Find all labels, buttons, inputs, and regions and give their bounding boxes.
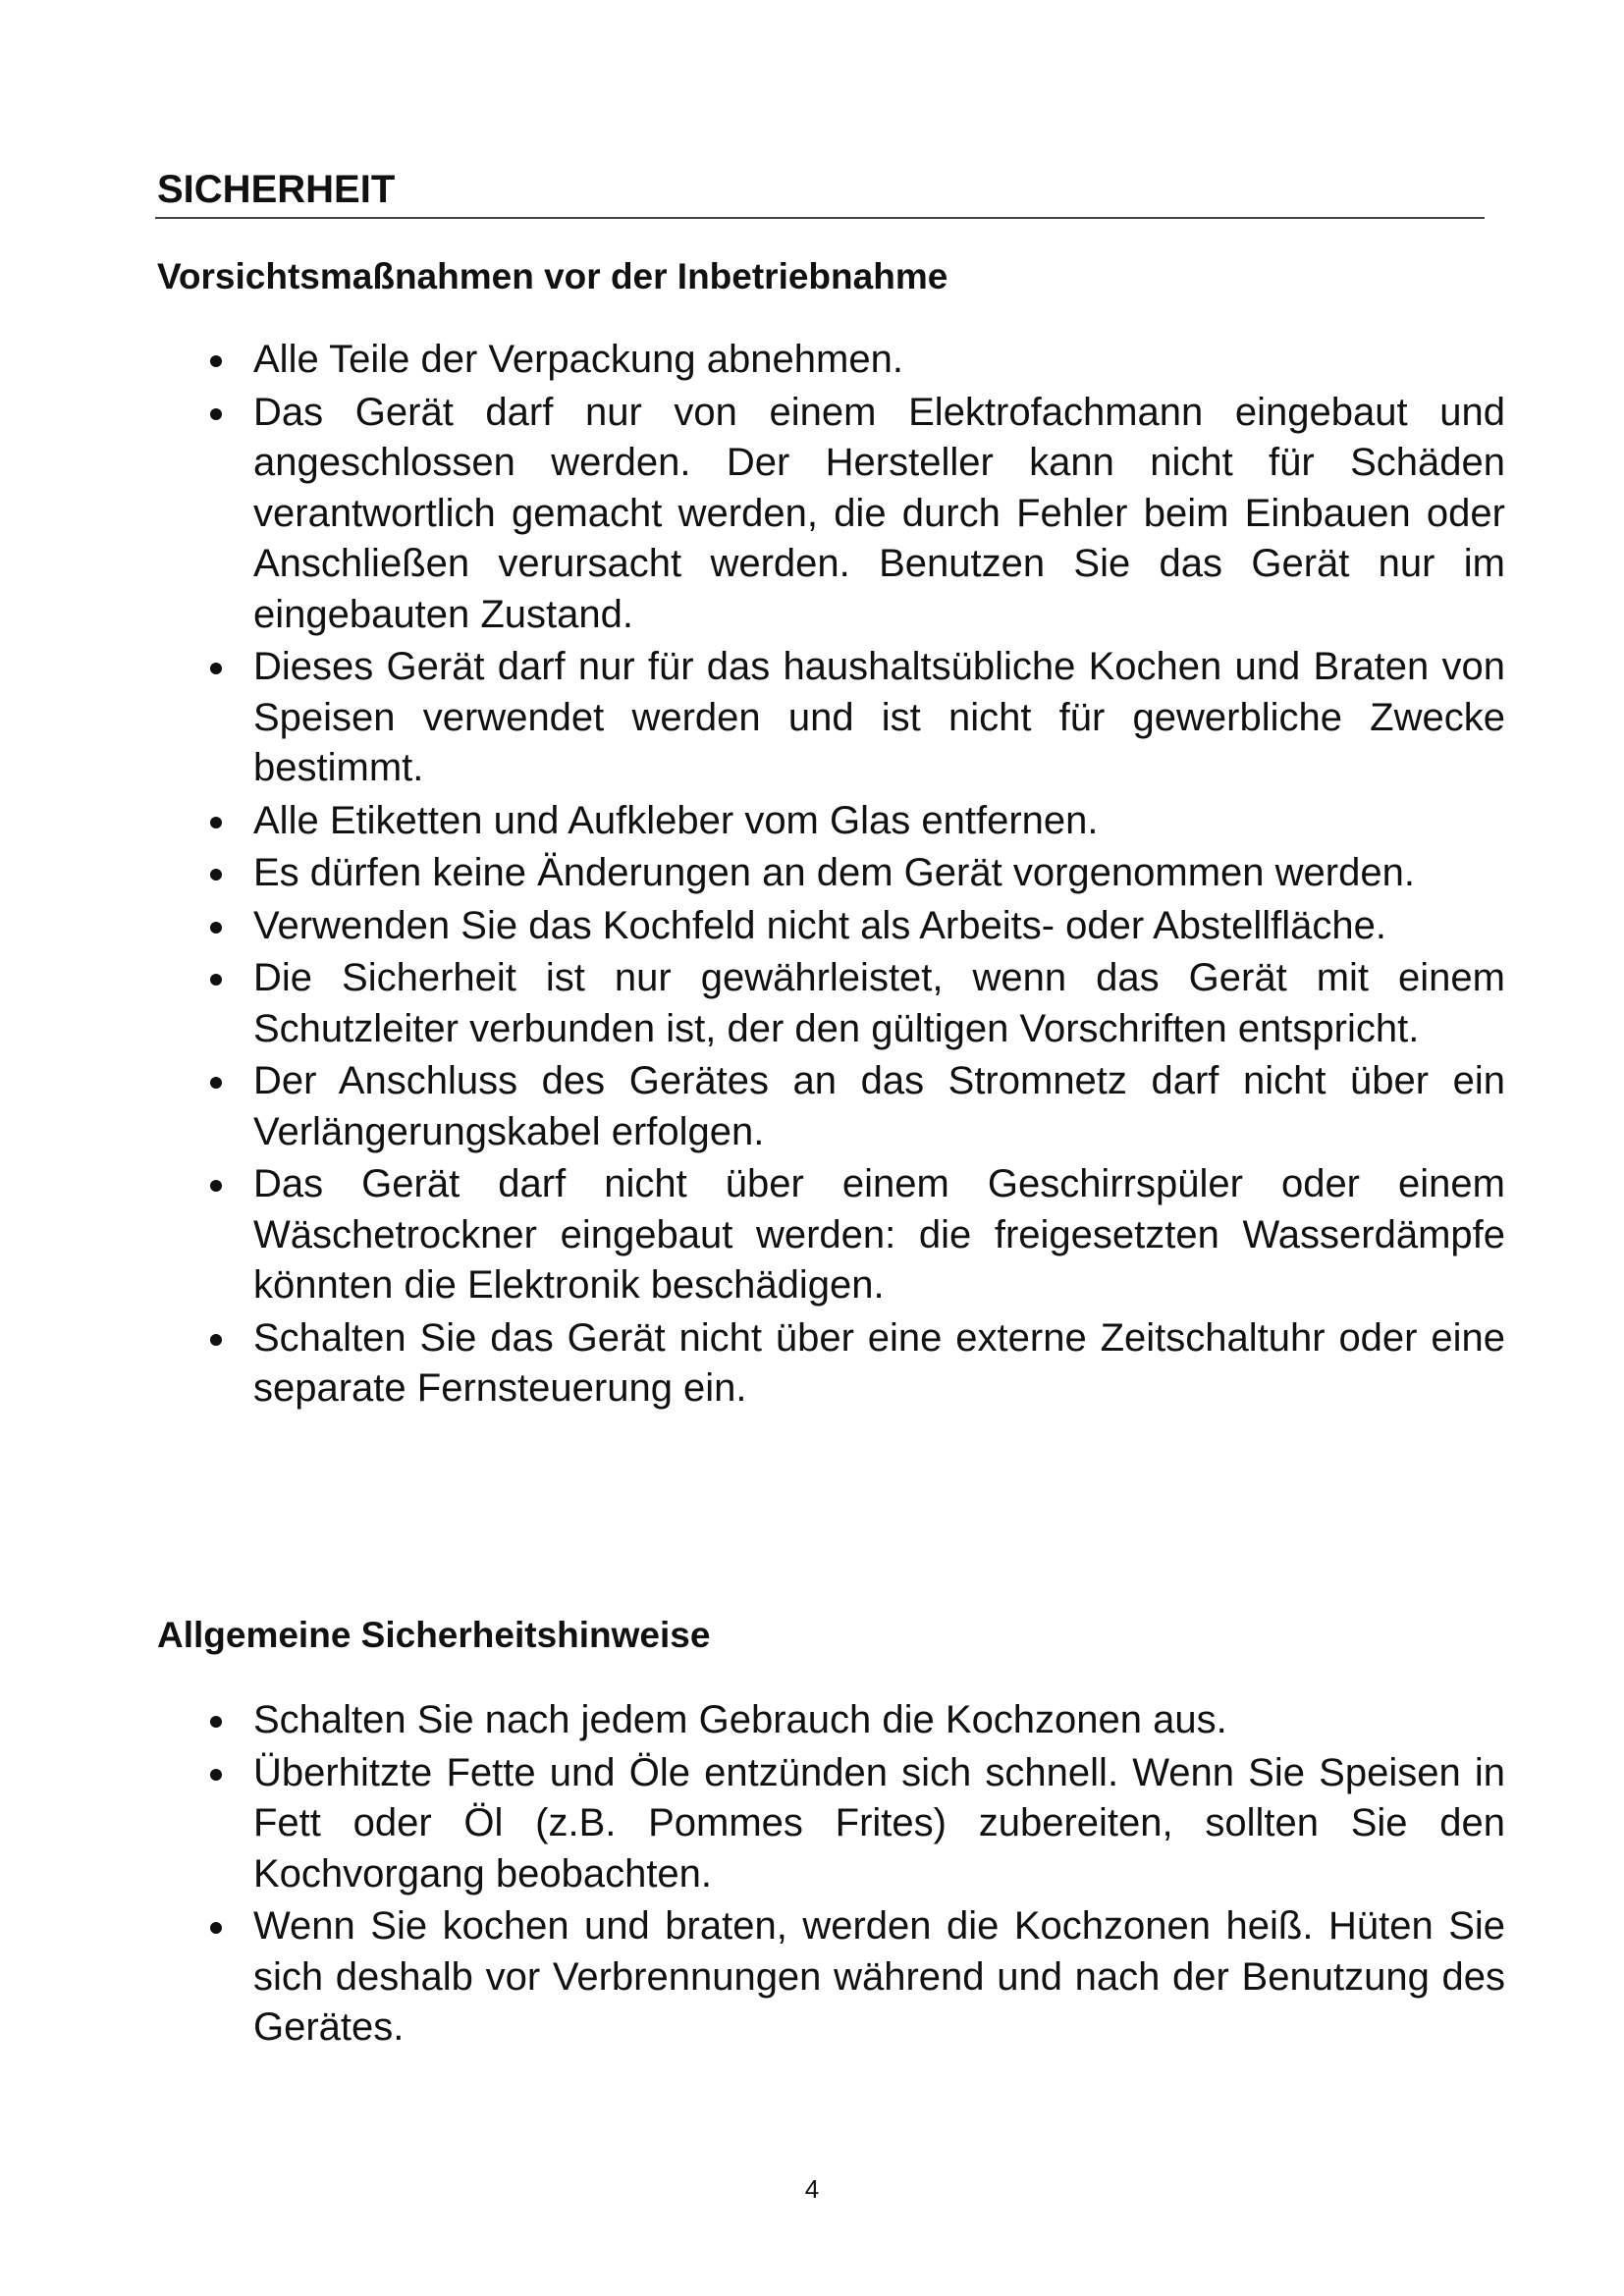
list-item: Das Gerät darf nur von einem Elektrofachmann eingebaut und angeschlossen werden. Der Hersteller kann nicht für Schäden verantwortlich gemacht werden, die durch Fehler beim Einbauen oder Anschließen verursacht werden. Benutzen Sie das Gerät nur im eingebauten Zustand. bbox=[0, 388, 1505, 641]
general-safety-heading: Allgemeine Sicherheitshinweise bbox=[157, 1615, 711, 1655]
list-item: Verwenden Sie das Kochfeld nicht als Arbeits- oder Abstellfläche. bbox=[0, 901, 1505, 952]
list-item: Schalten Sie das Gerät nicht über eine externe Zeitschaltuhr oder eine separate Fernsteuerung ein. bbox=[0, 1313, 1505, 1415]
list-item: Dieses Gerät darf nur für das haushaltsübliche Kochen und Braten von Speisen verwendet werden und ist nicht für gewerbliche Zwecke bestimmt. bbox=[0, 642, 1505, 794]
list-item: Schalten Sie nach jedem Gebrauch die Kochzonen aus. bbox=[0, 1695, 1505, 1746]
precautions-heading: Vorsichtsmaßnahmen vor der Inbetriebnahme bbox=[157, 256, 948, 296]
title-underline bbox=[155, 217, 1485, 219]
list-item: Alle Teile der Verpackung abnehmen. bbox=[0, 335, 1505, 386]
list-item: Es dürfen keine Änderungen an dem Gerät vorgenommen werden. bbox=[0, 848, 1505, 899]
section-title: SICHERHEIT bbox=[157, 168, 396, 211]
list-item: Der Anschluss des Gerätes an das Stromnetz darf nicht über ein Verlängerungskabel erfolgen. bbox=[0, 1056, 1505, 1157]
list-item: Das Gerät darf nicht über einem Geschirrspüler oder einem Wäschetrockner eingebaut werden: die freigesetzten Wasserdämpfe könnten die Elektronik beschädigen. bbox=[0, 1159, 1505, 1311]
page-number: 4 bbox=[804, 2174, 820, 2204]
general-safety-list bbox=[0, 1695, 1624, 2056]
list-item: Wenn Sie kochen und braten, werden die Kochzonen heiß. Hüten Sie sich deshalb vor Verbrennungen während und nach der Benutzung des Gerätes. bbox=[0, 1901, 1505, 2054]
precautions-list bbox=[0, 335, 1624, 1416]
list-item: Alle Etiketten und Aufkleber vom Glas entfernen. bbox=[0, 796, 1505, 847]
list-item: Überhitzte Fette und Öle entzünden sich schnell. Wenn Sie Speisen in Fett oder Öl (z.B. Pommes Frites) zubereiten, sollten Sie den Kochvorgang beobachten. bbox=[0, 1748, 1505, 1900]
list-item: Die Sicherheit ist nur gewährleistet, wenn das Gerät mit einem Schutzleiter verbunden ist, der den gültigen Vorschriften entspricht. bbox=[0, 953, 1505, 1054]
